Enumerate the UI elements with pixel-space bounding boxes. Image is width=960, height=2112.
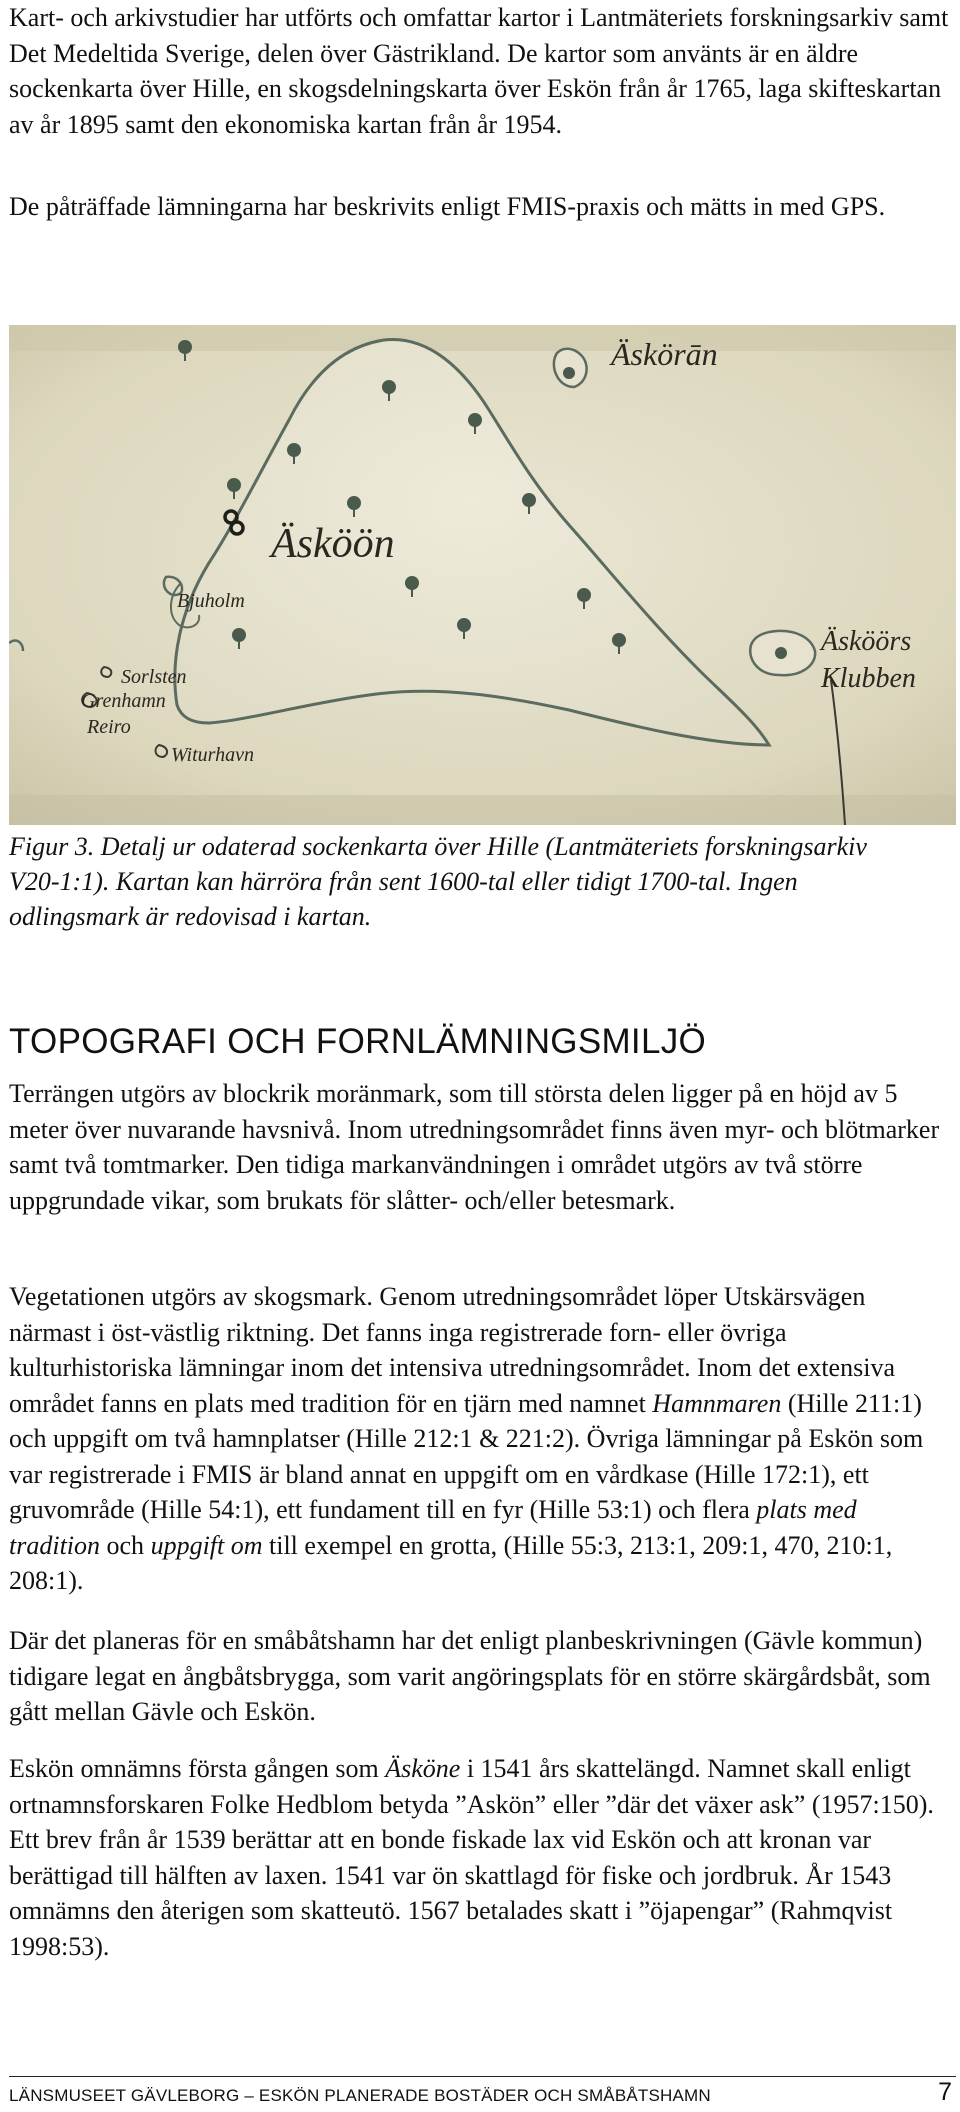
italic-term: plats med tradition [9, 1495, 857, 1560]
footer-title: LÄNSMUSEET GÄVLEBORG – ESKÖN PLANERADE BOSTÄDER OCH SMÅBÅTSHAMN [9, 2086, 711, 2105]
italic-term: Hamnmaren [652, 1388, 782, 1418]
paragraph-text: i 1541 års skattelängd. Namnet skall enligt ortnamnsforskaren Folke Hedblom betyda ”Askön” eller ”där det växer ask” (1957:150). Ett brev från år 1539 berättar att en bonde fiskade lax vid Eskön och att kronan var berättigad till hälften av laxen. 1541 var ön skattlagd för fiske och jordbruk. År 1543 omnämns den återigen som skatteutö. 1567 betalades skatt i ”öjapengar” (Rahmqvist 1998:53). [9, 1754, 934, 1961]
paragraph-text: och [100, 1530, 151, 1560]
section-paragraph-3: Där det planeras för en småbåtshamn har det enligt planbeskrivningen (Gävle kommun) tidigare legat en ångbåtsbrygga, som varit angöringsplats för en större skärgårdsbåt, som gått mellan Gävle och Eskön. [9, 1626, 931, 1726]
section-heading: TOPOGRAFI OCH FORNLÄMNINGSMILJÖ [9, 1022, 707, 1061]
map-label-reiro: Reiro [87, 716, 131, 738]
paragraph-text: Vegetationen utgörs av skogsmark. Genom utredningsområdet löper Utskärsvägen närmast i öst-västlig riktning. Det fanns inga registrerade forn- eller övriga kulturhistoriska lämningar inom det intensiva utredningsområdet. Inom det extensiva området fanns en plats med tradition för en tjärn med namnet [9, 1282, 895, 1418]
map-label-witurhavn: Witurhavn [171, 744, 254, 766]
map-label-bjuholm: Bjuholm [177, 590, 245, 612]
historical-map-figure [9, 325, 956, 825]
paragraph-text: (Hille 211:1) och uppgift om två hamnplatser (Hille 212:1 & 221:2). Övriga lämningar på Eskön som var registrerade i FMIS är bland annat en uppgift om en vårdkase (Hille 172:1), ett gruvområde (Hille 54:1), ett fundament till en fyr (Hille 53:1) och flera [9, 1388, 924, 1524]
footer-divider [9, 2076, 956, 2077]
figure-caption: Figur 3. Detalj ur odaterad sockenkarta över Hille (Lantmäteriets forskningsarkiv V20-1:1). Kartan kan härröra från sent 1600-tal eller tidigt 1700-tal. Ingen odlingsmark är redovisad i kartan. [9, 832, 867, 931]
section-paragraph-1: Terrängen utgörs av blockrik moränmark, som till största delen ligger på en höjd av 5 meter över nuvarande havsnivå. Inom utredningsområdet finns även myr- och blötmarker samt två tomtmarker. Den tidiga markanvändningen i området utgörs av två större uppgrundade vikar, som brukats för slåtter- och/eller betesmark. [9, 1079, 940, 1215]
section-paragraph-2 [9, 1279, 954, 1599]
italic-term: uppgift om [150, 1530, 263, 1560]
page-number: 7 [938, 2078, 952, 2106]
map-label-klubben: Klubben [821, 663, 916, 694]
paragraph-text: till exempel en grotta, (Hille 55:3, 213:1, 209:1, 470, 210:1, 208:1). [9, 1530, 893, 1595]
paragraph-text: Eskön omnämns första gången som [9, 1754, 386, 1783]
map-drawing [9, 325, 956, 825]
intro-paragraph-2: De påträffade lämningarna har beskrivits enligt FMIS-praxis och mätts in med GPS. [9, 192, 886, 221]
map-label-sorlsten: Sorlsten [121, 666, 187, 688]
map-label-askoon: Äsköön [271, 521, 395, 567]
map-label-askoran: Äskörān [611, 336, 718, 372]
section-paragraph-4 [9, 1751, 954, 1964]
intro-paragraph-1: Kart- och arkivstudier har utförts och omfattar kartor i Lantmäteriets forskningsarkiv samt Det Medeltida Sverige, delen över Gästrikland. De kartor som använts är en äldre sockenkarta över Hille, en skogsdelningskarta över Eskön från år 1765, laga skifteskartan av år 1895 samt den ekonomiska kartan från år 1954. [9, 3, 949, 139]
map-label-askoors: Äsköörs [821, 626, 912, 657]
italic-term: Äsköne [385, 1754, 461, 1783]
map-label-grenhamn: Grenhamn [81, 690, 166, 712]
